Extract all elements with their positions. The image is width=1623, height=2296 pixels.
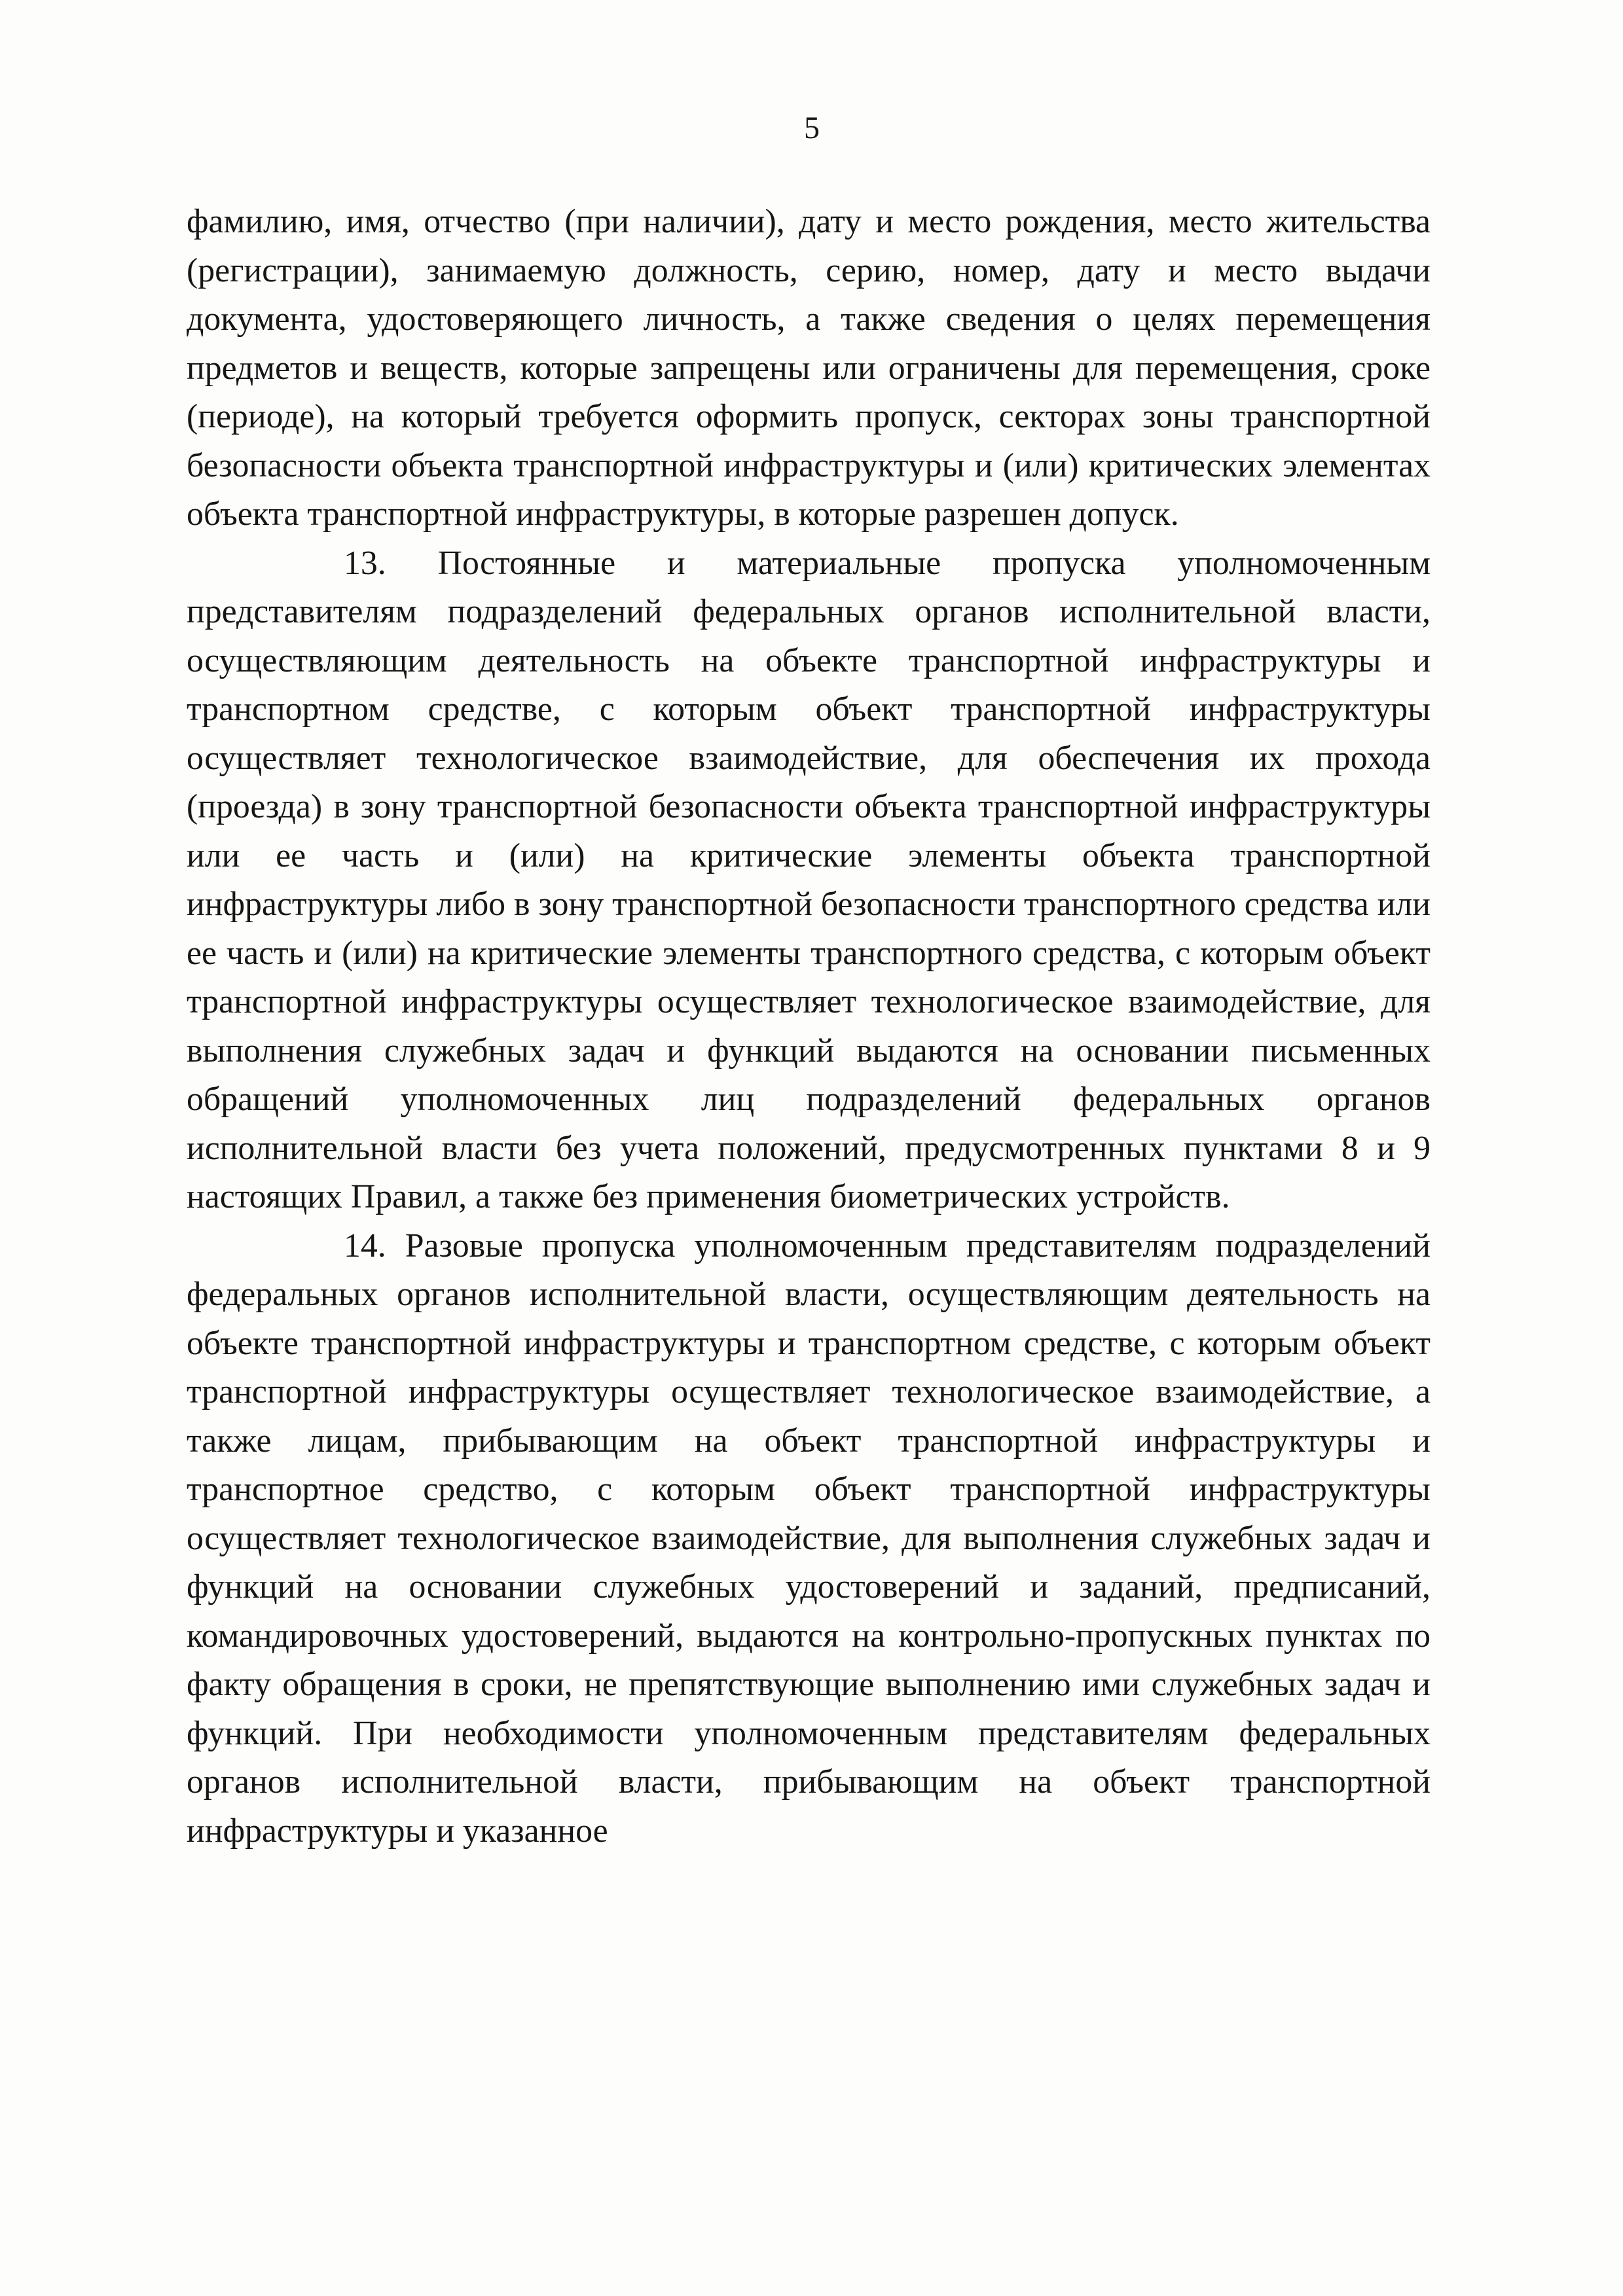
paragraph-number: 14.	[344, 1227, 405, 1265]
paragraph-13	[187, 539, 1431, 1222]
paragraph-continuation	[187, 198, 1431, 539]
paragraph-text: Постоянные и материальные пропуска уполномоченным представителям подразделений федеральных органов исполнительной власти, осуществляющим деятельность на объекте транспортной инфраструктуры и транспортном средстве, с которым объект транспортной инфраструктуры осуществляет технологическое взаимодействие, для обеспечения их прохода (проезда) в зону транспортной безопасности объекта транспортной инфраструктуры или ее часть и (или) на критические элементы объекта транспортной инфраструктуры либо в зону транспортной безопасности транспортного средства или ее часть и (или) на критические элементы транспортного средства, с которым объект транспортной инфраструктуры осуществляет технологическое взаимодействие, для выполнения служебных задач и функций выдаются на основании письменных обращений уполномоченных лиц подразделений федеральных органов исполнительной власти без учета положений, предусмотренных пунктами 8 и 9 настоящих Правил, а также без применения биометрических устройств.	[187, 544, 1431, 1215]
paragraph-number: 13.	[344, 544, 438, 582]
paragraph-14	[187, 1222, 1431, 1856]
page-number: 5	[804, 111, 820, 145]
paragraph-text: фамилию, имя, отчество (при наличии), дату и место рождения, место жительства (регистрации), занимаемую должность, серию, номер, дату и место выдачи документа, удостоверяющего личность, а также сведения о целях перемещения предметов и веществ, которые запрещены или ограничены для перемещения, сроке (периоде), на который требуется оформить пропуск, секторах зоны транспортной безопасности объекта транспортной инфраструктуры и (или) критических элементах объекта транспортной инфраструктуры, в которые разрешен допуск.	[187, 203, 1431, 533]
paragraph-text: Разовые пропуска уполномоченным представителям подразделений федеральных органов исполнительной власти, осуществляющим деятельность на объекте транспортной инфраструктуры и транспортном средстве, с которым объект транспортной инфраструктуры осуществляет технологическое взаимодействие, а также лицам, прибывающим на объект транспортной инфраструктуры и транспортное средство, с которым объект транспортной инфраструктуры осуществляет технологическое взаимодействие, для выполнения служебных задач и функций на основании служебных удостоверений и заданий, предписаний, командировочных удостоверений, выдаются на контрольно-пропускных пунктах по факту обращения в сроки, не препятствующие выполнению ими служебных задач и функций. При необходимости уполномоченным представителям федеральных органов исполнительной власти, прибывающим на объект транспортной инфраструктуры и указанное	[187, 1227, 1431, 1850]
document-body	[187, 198, 1431, 1856]
